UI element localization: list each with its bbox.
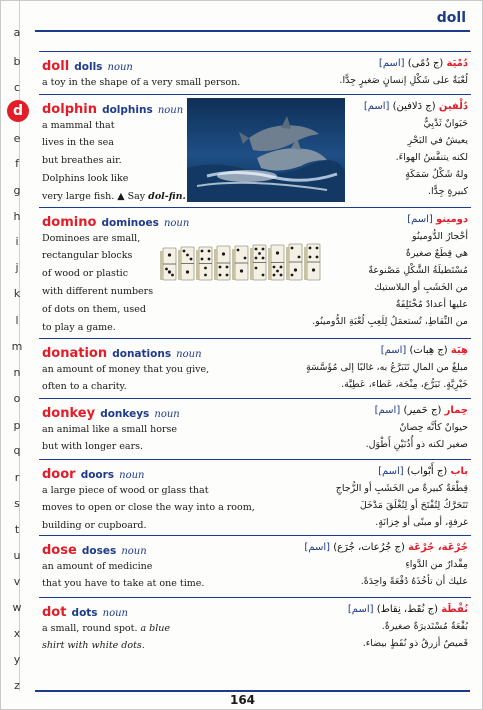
part-of-speech: noun xyxy=(119,470,145,481)
alpha-letter-b[interactable]: b xyxy=(13,55,21,68)
plural-form: dots xyxy=(71,607,98,619)
entry-arabic xyxy=(278,403,468,453)
arabic-headword: هِبَة xyxy=(450,345,468,356)
definition-line: an amount of medicine xyxy=(42,561,153,572)
definition-text: very large fish. xyxy=(42,191,115,202)
definition-text: a small, round spot. xyxy=(42,623,138,634)
entry-arabic xyxy=(278,602,468,652)
definition-line: with different numbers xyxy=(42,286,154,297)
entry-door xyxy=(39,459,471,535)
arabic-definition-line: تَتَحَرَّكُ لِتُفْتَحَ أو لِتُغْلَقَ مَدْخَلَ xyxy=(359,500,468,511)
arabic-definition-line: خَيْرِيَّةٍ. تَبَرُّع، مِنْحَة، عَطاء، عَطِيَّة. xyxy=(341,379,468,390)
arabic-headword: نُقْطَة xyxy=(441,604,468,615)
alpha-letter-j[interactable]: j xyxy=(15,261,19,274)
headword: donation xyxy=(42,346,108,361)
arabic-definition-line: حيوانٌ كأنَّه حِصانٌ xyxy=(399,422,468,433)
bottom-rule xyxy=(35,690,470,692)
plural-form: dolphins xyxy=(102,104,153,116)
entry-doll xyxy=(39,51,471,94)
headword: door xyxy=(42,467,76,482)
alpha-letter-x[interactable]: x xyxy=(13,627,21,640)
arabic-plural: (ج نُقَط، نِقاط) xyxy=(376,604,439,615)
headword: dolphin xyxy=(42,102,97,117)
arabic-headword: دُمْيَة xyxy=(446,58,468,69)
arabic-headword: دُلْفين xyxy=(438,101,468,112)
headword: donkey xyxy=(42,406,96,421)
alpha-letter-r[interactable]: r xyxy=(14,471,20,484)
pronunciation-marker: ▲ Say xyxy=(117,191,146,202)
arabic-heading xyxy=(278,602,468,618)
alpha-letter-q[interactable]: q xyxy=(13,444,21,457)
entry-dot xyxy=(39,597,471,659)
plural-form: doors xyxy=(80,469,115,481)
alpha-letter-m[interactable]: m xyxy=(11,340,23,353)
arabic-pos: [اسم] xyxy=(378,58,405,69)
arabic-plural: (ج هِبات) xyxy=(409,345,448,356)
entry-heading xyxy=(42,342,302,361)
arabic-definition-line: من النِّقاطِ، تُستعمَلُ لِلَعِبِ لُعْبَةِ الدُّومينُو. xyxy=(312,316,468,327)
entry-heading xyxy=(42,211,302,230)
definition-line: of wood or plastic xyxy=(42,268,129,279)
definition-line: Dolphins look like xyxy=(42,173,129,184)
arabic-definition-line: عليك أن تأخُذَهُ دُفْعَةً واحِدَةً. xyxy=(360,576,468,587)
page-number: 164 xyxy=(229,693,256,707)
entry-english xyxy=(42,402,302,456)
arabic-definition-line: أحْجارُ الدُّومينُو xyxy=(412,231,468,242)
definition-line: a mammal that xyxy=(42,120,115,131)
entry-domino xyxy=(39,207,471,338)
alpha-letter-g[interactable]: g xyxy=(13,184,21,197)
part-of-speech: noun xyxy=(154,409,180,420)
arabic-definition-line: كبيرةٍ جِدًّا. xyxy=(427,186,468,197)
headword: doll xyxy=(42,59,70,74)
arabic-headword: جُرْعَة، جُرْعَة xyxy=(408,542,468,553)
alpha-letter-f[interactable]: f xyxy=(15,157,19,170)
arabic-definition-line: بُقْعَةٌ مُسْتَديرَةٌ صغيرةٌ. xyxy=(381,621,468,632)
definition-line: but with longer ears. xyxy=(42,441,144,452)
plural-form: dolls xyxy=(74,61,103,73)
arabic-definition-line: مُسْتَطيلَةُ الشَّكْلِ مَصْنوعةٌ xyxy=(368,265,468,276)
definition-line: that you have to take at one time. xyxy=(42,578,205,589)
entry-english xyxy=(42,342,302,396)
definition-line: often to a charity. xyxy=(42,381,127,392)
arabic-heading xyxy=(278,99,468,115)
part-of-speech: noun xyxy=(102,608,128,619)
alpha-letter-i[interactable]: i xyxy=(15,235,19,248)
alpha-letter-n[interactable]: n xyxy=(13,366,21,379)
entry-arabic xyxy=(278,343,468,393)
plural-form: doses xyxy=(81,545,117,557)
example-text: a blue xyxy=(140,623,171,634)
arabic-heading xyxy=(278,464,468,480)
alpha-letter-d-active[interactable]: d xyxy=(7,100,29,122)
entry-english xyxy=(42,601,302,655)
arabic-headword: باب xyxy=(450,466,468,477)
arabic-headword: دومينو xyxy=(436,214,468,225)
alpha-letter-u[interactable]: u xyxy=(13,549,21,562)
entry-dolphin xyxy=(39,94,471,207)
definition-line: lives in the sea xyxy=(42,137,114,148)
plural-form: dominoes xyxy=(101,217,159,229)
entry-donation xyxy=(39,338,471,398)
arabic-heading xyxy=(278,403,468,419)
entry-english xyxy=(42,55,302,91)
arabic-definition-line: غرفةٍ، أو مبنًى أو خِزانَةٍ. xyxy=(375,517,468,528)
arabic-pos: [اسم] xyxy=(374,405,401,416)
pronunciation-word: dol-fin. xyxy=(148,191,186,202)
entry-heading xyxy=(42,402,302,421)
alpha-letter-h[interactable]: h xyxy=(13,210,21,223)
entry-dose xyxy=(39,535,471,597)
arabic-plural: (ج دَلافين) xyxy=(392,101,436,112)
arabic-pos: [اسم] xyxy=(363,101,390,112)
definition-line: moves to open or close the way into a room, xyxy=(42,502,255,513)
headword: dot xyxy=(42,605,67,620)
definition-line: rectangular blocks xyxy=(42,250,133,261)
part-of-speech: noun xyxy=(107,62,133,73)
definition-line: Dominoes are small, xyxy=(42,233,141,244)
arabic-definition-line: مبلغٌ من المالِ تَتَبَرَّعُ به، غالبًا إلى مُؤَسَّسَةٍ xyxy=(305,362,468,373)
top-rule xyxy=(35,30,470,32)
part-of-speech: noun xyxy=(121,546,147,557)
definition-line: to play a game. xyxy=(42,322,116,333)
definition-line: a large piece of wood or glass that xyxy=(42,485,209,496)
part-of-speech: noun xyxy=(157,105,184,116)
headword: dose xyxy=(42,543,77,558)
alpha-letter-p[interactable]: p xyxy=(13,419,21,432)
arabic-pos: [اسم] xyxy=(347,604,374,615)
arabic-pos: [اسم] xyxy=(407,214,433,225)
alpha-letter-t[interactable]: t xyxy=(14,523,20,536)
guide-word: doll xyxy=(436,10,466,26)
plural-form: donkeys xyxy=(100,408,150,420)
alpha-letter-a[interactable]: a xyxy=(13,26,21,39)
definition-line: an animal like a small horse xyxy=(42,424,178,435)
headword: domino xyxy=(42,215,97,230)
entry-donkey xyxy=(39,398,471,459)
entry-heading xyxy=(42,55,302,74)
definition-line: but breathes air. xyxy=(42,155,122,166)
definition-line: a toy in the shape of a very small person. xyxy=(42,77,241,88)
arabic-definition-line: من الخَشَبِ أو البلاستيك xyxy=(374,282,468,293)
arabic-pos: [اسم] xyxy=(304,542,331,553)
arabic-heading xyxy=(278,56,468,72)
definition-line: building or cupboard. xyxy=(42,520,147,531)
alpha-letter-w[interactable]: w xyxy=(12,601,22,614)
entry-arabic xyxy=(278,56,468,89)
arabic-definition-line: ولهُ شَكْلُ سَمَكَةٍ xyxy=(405,169,468,180)
entry-arabic xyxy=(278,99,468,200)
entry-arabic xyxy=(258,540,468,590)
arabic-definition-line: هي قِطَعٌ صغيرةٌ xyxy=(405,248,468,259)
alpha-letter-v[interactable]: v xyxy=(13,575,21,588)
alpha-letter-s[interactable]: s xyxy=(14,497,20,510)
part-of-speech: noun xyxy=(176,349,202,360)
arabic-definition-line: لُعْبَةٌ على شَكْلِ إنسانٍ صَغيرٍ جِدًّا. xyxy=(339,75,468,86)
example-line: shirt with white dots. xyxy=(42,640,145,651)
definition-line: an amount of money that you give, xyxy=(42,364,210,375)
arabic-definition-line: عليها أعدادٌ مُخْتَلِفَةٌ xyxy=(395,299,468,310)
alpha-letter-e[interactable]: e xyxy=(13,132,21,145)
arabic-headword: حِمار xyxy=(444,405,468,416)
alpha-letter-k[interactable]: k xyxy=(13,287,21,300)
arabic-definition-line: يعيشُ في البَحْرِ xyxy=(407,135,468,146)
pronunciation xyxy=(148,191,186,202)
arabic-pos: [اسم] xyxy=(378,466,404,477)
entry-arabic xyxy=(278,212,468,330)
arabic-definition-line: قِطْعَةٌ كبيرةٌ من الخَشَبِ أو الزُّجاجِ xyxy=(335,483,468,494)
alpha-letter-l[interactable]: l xyxy=(15,314,19,327)
arabic-plural: (ج حَمير) xyxy=(403,405,442,416)
entry-arabic xyxy=(278,464,468,531)
arabic-definition-line: مِقْدارٌ من الدَّواءِ xyxy=(405,559,468,570)
arabic-plural: (ج أَبْواب) xyxy=(406,466,448,477)
alpha-letter-c[interactable]: c xyxy=(13,81,21,94)
arabic-pos: [اسم] xyxy=(380,345,407,356)
alpha-letter-o[interactable]: o xyxy=(13,392,21,405)
arabic-plural: (ج دُمًى) xyxy=(407,58,444,69)
definition-line xyxy=(42,620,302,637)
arabic-heading xyxy=(278,343,468,359)
arabic-definition-line: لكنه يتنفَّسُ الهواءَ. xyxy=(395,152,468,163)
arabic-definition-line: صغير لكنه ذو أُذُنَيْنِ أَطْوَل. xyxy=(365,439,468,450)
arabic-heading xyxy=(278,212,468,228)
plural-form: donations xyxy=(112,348,172,360)
alpha-letter-z[interactable]: z xyxy=(14,679,20,692)
part-of-speech: noun xyxy=(163,218,190,229)
arabic-example-line: قَميصٌ أزرقُ ذو نُقَطٍ بيضاء. xyxy=(362,638,468,649)
definition-line: of dots on them, used xyxy=(42,304,146,315)
arabic-plural: (ج جُرُعات، جُرَع) xyxy=(333,542,405,553)
arabic-heading xyxy=(258,540,468,556)
arabic-definition-line: حَيَوانٌ ثَدْيِيٌّ xyxy=(423,118,468,129)
entry-heading xyxy=(42,601,302,620)
alpha-letter-y[interactable]: y xyxy=(13,653,21,666)
